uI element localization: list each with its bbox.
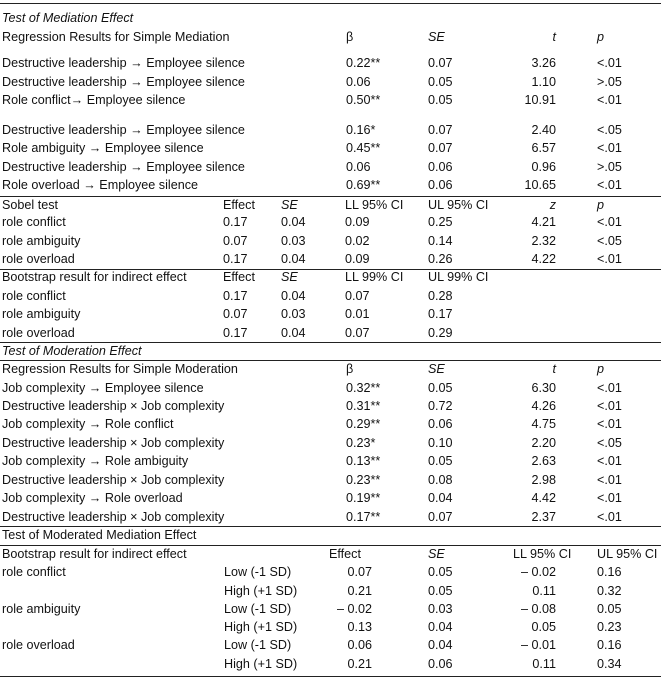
moderation-row-cell: 0.31** xyxy=(346,399,381,413)
bootstrap-row-cell: 0.07 xyxy=(345,289,370,303)
moderated-mediation-row-cell: 0.11 xyxy=(532,584,556,598)
mediation-row-cell: Destructive leadership → Employee silence xyxy=(2,160,245,174)
bootstrap-header-cell: Bootstrap result for indirect effect xyxy=(2,270,187,284)
sobel-row-cell: 4.21 xyxy=(531,215,556,229)
mediation-header xyxy=(0,28,661,46)
moderated-mediation-row-cell: 0.23 xyxy=(597,620,622,634)
sobel-header-cell: SE xyxy=(281,198,298,212)
moderated-mediation-row-cell: 0.05 xyxy=(597,602,622,616)
moderation-row-cell: Job complexity → Role conflict xyxy=(2,417,174,431)
moderated-mediation-title xyxy=(0,526,661,544)
mediation-row xyxy=(0,121,661,139)
moderated-mediation-row-cell: role conflict xyxy=(2,565,66,579)
bootstrap-row xyxy=(0,305,661,323)
moderation-row xyxy=(0,489,661,507)
mediation-header-cell: Regression Results for Simple Mediation xyxy=(2,30,230,44)
rule-line xyxy=(0,3,661,4)
moderation-row xyxy=(0,452,661,470)
mediation-row-cell: 0.06 xyxy=(346,160,371,174)
mediation-row-cell: Role ambiguity → Employee silence xyxy=(2,141,204,155)
mediation-row-cell: Destructive leadership → Employee silence xyxy=(2,75,245,89)
mediation-row-cell: Role overload → Employee silence xyxy=(2,178,199,192)
moderation-row-cell: 0.32** xyxy=(346,381,381,395)
moderated-mediation-title-text: Test of Moderated Mediation Effect xyxy=(2,528,197,542)
moderation-header-cell: Regression Results for Simple Moderation xyxy=(2,362,238,376)
bootstrap-row-cell: 0.28 xyxy=(428,289,453,303)
bootstrap-row-cell: 0.01 xyxy=(345,307,370,321)
mediation-row-cell: 0.05 xyxy=(428,93,453,107)
mediation-row-cell: >.05 xyxy=(597,75,622,89)
mediation-row-cell: 10.91 xyxy=(524,93,556,107)
moderation-row-cell: 0.19** xyxy=(346,491,381,505)
mediation-row-cell: 0.22** xyxy=(346,56,381,70)
moderation-row-cell: 0.23* xyxy=(346,436,376,450)
moderation-row-cell: 2.63 xyxy=(531,454,556,468)
moderation-header-cell: p xyxy=(597,362,605,376)
sobel-row-cell: role overload xyxy=(2,252,75,266)
moderated-mediation-row-cell: – 0.01 xyxy=(520,638,556,652)
rule-line xyxy=(0,676,661,677)
sobel-header-cell: Effect xyxy=(223,198,255,212)
bootstrap-header xyxy=(0,268,661,286)
mediation-row-cell: 0.45** xyxy=(346,141,381,155)
moderated-mediation-row-cell: 0.03 xyxy=(428,602,453,616)
sobel-row-cell: 4.22 xyxy=(531,252,556,266)
mediation-row-cell: 0.07 xyxy=(428,56,453,70)
mediation-row-cell: 0.05 xyxy=(428,75,453,89)
bootstrap-row-cell: role conflict xyxy=(2,289,66,303)
moderated-mediation-row-cell: 0.06 xyxy=(428,657,453,671)
moderated-mediation-row xyxy=(0,563,661,581)
moderation-row-cell: 0.06 xyxy=(428,417,453,431)
mediation-title-text: Test of Mediation Effect xyxy=(2,11,134,25)
moderation-row-cell: <.01 xyxy=(597,473,622,487)
moderation-row xyxy=(0,471,661,489)
moderation-title-text: Test of Moderation Effect xyxy=(2,344,142,358)
mediation-header-cell: t xyxy=(552,30,556,44)
moderated-mediation-row-cell: 0.11 xyxy=(532,657,556,671)
moderation-row-cell: 0.04 xyxy=(428,491,453,505)
bootstrap-row-cell: role overload xyxy=(2,326,75,340)
moderation-row xyxy=(0,434,661,452)
moderated-mediation-row xyxy=(0,582,661,600)
mediation-row-cell: <.01 xyxy=(597,178,622,192)
moderated-mediation-row xyxy=(0,655,661,673)
moderation-row-cell: 0.07 xyxy=(428,510,453,524)
moderated-mediation-header-cell: UL 95% CI xyxy=(597,547,658,561)
mediation-row-cell: 0.07 xyxy=(428,123,453,137)
moderated-mediation-row-cell: 0.04 xyxy=(428,638,453,652)
moderation-row-cell: Destructive leadership × Job complexity xyxy=(2,436,225,450)
moderation-row-cell: 2.37 xyxy=(531,510,556,524)
mediation-row-cell: 0.06 xyxy=(346,75,371,89)
sobel-row-cell: 0.04 xyxy=(281,252,306,266)
mediation-row-cell: <.01 xyxy=(597,141,622,155)
bootstrap-row-cell: 0.07 xyxy=(223,307,248,321)
mediation-header-cell: β xyxy=(346,30,354,44)
sobel-header-cell: Sobel test xyxy=(2,198,59,212)
moderation-row-cell: <.01 xyxy=(597,510,622,524)
moderated-mediation-row-cell: 0.04 xyxy=(428,620,453,634)
moderated-mediation-header-cell: SE xyxy=(428,547,445,561)
moderation-title xyxy=(0,342,661,360)
moderated-mediation-row-cell: 0.13 xyxy=(347,620,372,634)
bootstrap-row xyxy=(0,287,661,305)
bootstrap-row-cell: role ambiguity xyxy=(2,307,81,321)
sobel-header-cell: UL 95% CI xyxy=(428,198,489,212)
mediation-row-cell: <.01 xyxy=(597,56,622,70)
bootstrap-row-cell: 0.07 xyxy=(345,326,370,340)
moderation-row-cell: 4.42 xyxy=(531,491,556,505)
sobel-row-cell: 2.32 xyxy=(531,234,556,248)
moderated-mediation-row-cell: High (+1 SD) xyxy=(224,620,298,634)
moderation-row-cell: 2.98 xyxy=(531,473,556,487)
sobel-row-cell: <.05 xyxy=(597,234,622,248)
moderated-mediation-row-cell: High (+1 SD) xyxy=(224,584,298,598)
mediation-row xyxy=(0,73,661,91)
sobel-row-cell: 0.09 xyxy=(345,252,370,266)
sobel-row xyxy=(0,213,661,231)
moderation-header-cell: t xyxy=(552,362,556,376)
mediation-row-cell: <.01 xyxy=(597,93,622,107)
sobel-row-cell: 0.25 xyxy=(428,215,453,229)
mediation-row xyxy=(0,91,661,109)
bootstrap-row-cell: 0.29 xyxy=(428,326,453,340)
mediation-row-cell: <.05 xyxy=(597,123,622,137)
sobel-row xyxy=(0,250,661,268)
mediation-row-cell: 1.10 xyxy=(531,75,556,89)
moderation-row-cell: <.01 xyxy=(597,381,622,395)
moderation-row-cell: 0.23** xyxy=(346,473,381,487)
moderated-mediation-row-cell: role ambiguity xyxy=(2,602,81,616)
moderation-row-cell: Destructive leadership × Job complexity xyxy=(2,399,225,413)
bootstrap-row-cell: 0.04 xyxy=(281,326,306,340)
moderation-row-cell: Job complexity → Employee silence xyxy=(2,381,204,395)
sobel-row-cell: role ambiguity xyxy=(2,234,81,248)
moderation-row xyxy=(0,397,661,415)
sobel-header-cell: p xyxy=(597,198,605,212)
mediation-row-cell: 0.16* xyxy=(346,123,376,137)
sobel-row-cell: role conflict xyxy=(2,215,66,229)
mediation-title xyxy=(0,9,661,27)
moderation-row-cell: <.01 xyxy=(597,454,622,468)
mediation-row-cell: 0.07 xyxy=(428,141,453,155)
moderation-row-cell: Destructive leadership × Job complexity xyxy=(2,510,225,524)
moderated-mediation-row-cell: 0.05 xyxy=(428,584,453,598)
bootstrap-row-cell: 0.03 xyxy=(281,307,306,321)
bootstrap-row-cell: 0.04 xyxy=(281,289,306,303)
moderated-mediation-row-cell: 0.34 xyxy=(597,657,622,671)
sobel-row-cell: 0.26 xyxy=(428,252,453,266)
moderation-header-cell: β xyxy=(346,362,354,376)
moderation-row-cell: Job complexity → Role ambiguity xyxy=(2,454,189,468)
sobel-row-cell: <.01 xyxy=(597,215,622,229)
bootstrap-header-cell: Effect xyxy=(223,270,255,284)
bootstrap-row-cell: 0.17 xyxy=(428,307,453,321)
moderation-row xyxy=(0,379,661,397)
sobel-row-cell: 0.14 xyxy=(428,234,453,248)
moderated-mediation-row-cell: 0.32 xyxy=(597,584,622,598)
moderated-mediation-row-cell: 0.07 xyxy=(347,565,372,579)
sobel-row-cell: 0.17 xyxy=(223,252,248,266)
sobel-row-cell: 0.03 xyxy=(281,234,306,248)
moderation-row-cell: 0.05 xyxy=(428,454,453,468)
moderation-row-cell: 0.05 xyxy=(428,381,453,395)
moderation-row-cell: 0.08 xyxy=(428,473,453,487)
mediation-header-cell: p xyxy=(597,30,605,44)
moderated-mediation-row-cell: Low (-1 SD) xyxy=(224,638,292,652)
mediation-row xyxy=(0,176,661,194)
moderation-row-cell: <.01 xyxy=(597,417,622,431)
moderation-row-cell: 0.17** xyxy=(346,510,381,524)
bootstrap-row-cell: 0.17 xyxy=(223,326,248,340)
moderation-row-cell: <.01 xyxy=(597,491,622,505)
moderation-row-cell: <.05 xyxy=(597,436,622,450)
moderated-mediation-row xyxy=(0,618,661,636)
moderation-row-cell: 6.30 xyxy=(531,381,556,395)
sobel-row-cell: 0.09 xyxy=(345,215,370,229)
moderated-mediation-row-cell: 0.16 xyxy=(597,565,622,579)
mediation-header-cell: SE xyxy=(428,30,445,44)
moderated-mediation-row-cell: High (+1 SD) xyxy=(224,657,298,671)
moderated-mediation-header-cell: LL 95% CI xyxy=(513,547,572,561)
mediation-row-cell: 10.65 xyxy=(524,178,556,192)
mediation-row-cell: 2.40 xyxy=(531,123,556,137)
mediation-row-cell: 0.69** xyxy=(346,178,381,192)
moderated-mediation-row xyxy=(0,600,661,618)
moderated-mediation-row-cell: Low (-1 SD) xyxy=(224,565,292,579)
moderation-header xyxy=(0,360,661,378)
sobel-row xyxy=(0,232,661,250)
moderation-row-cell: Job complexity → Role overload xyxy=(2,491,183,505)
bootstrap-row xyxy=(0,324,661,342)
mediation-row-cell: Destructive leadership → Employee silence xyxy=(2,123,245,137)
moderated-mediation-row-cell: – 0.02 xyxy=(336,602,372,616)
mediation-row-cell: >.05 xyxy=(597,160,622,174)
mediation-row xyxy=(0,54,661,72)
mediation-row-cell: 3.26 xyxy=(531,56,556,70)
sobel-header xyxy=(0,196,661,214)
sobel-row-cell: <.01 xyxy=(597,252,622,266)
sobel-row-cell: 0.04 xyxy=(281,215,306,229)
mediation-row-cell: 0.96 xyxy=(531,160,556,174)
moderated-mediation-header-cell: Bootstrap result for indirect effect xyxy=(2,547,187,561)
bootstrap-header-cell: LL 99% CI xyxy=(345,270,404,284)
bootstrap-header-cell: UL 99% CI xyxy=(428,270,489,284)
moderation-row-cell: Destructive leadership × Job complexity xyxy=(2,473,225,487)
mediation-row-cell: 6.57 xyxy=(531,141,556,155)
moderated-mediation-row xyxy=(0,636,661,654)
mediation-row-cell: 0.06 xyxy=(428,178,453,192)
bootstrap-row-cell: 0.17 xyxy=(223,289,248,303)
moderated-mediation-row-cell: 0.06 xyxy=(347,638,372,652)
moderated-mediation-row-cell: 0.05 xyxy=(531,620,556,634)
mediation-row xyxy=(0,158,661,176)
moderation-row-cell: 4.26 xyxy=(531,399,556,413)
mediation-row-cell: Role conflict→ Employee silence xyxy=(2,93,186,107)
mediation-row-cell: Destructive leadership → Employee silence xyxy=(2,56,245,70)
sobel-header-cell: LL 95% CI xyxy=(345,198,404,212)
moderated-mediation-row-cell: – 0.02 xyxy=(520,565,556,579)
moderated-mediation-header xyxy=(0,545,661,563)
moderated-mediation-row-cell: 0.21 xyxy=(347,657,372,671)
moderated-mediation-row-cell: Low (-1 SD) xyxy=(224,602,292,616)
moderation-row xyxy=(0,415,661,433)
moderated-mediation-header-cell: Effect xyxy=(329,547,361,561)
moderated-mediation-row-cell: 0.21 xyxy=(347,584,372,598)
moderated-mediation-row-cell: role overload xyxy=(2,638,75,652)
sobel-header-cell: z xyxy=(549,198,556,212)
sobel-row-cell: 0.07 xyxy=(223,234,248,248)
moderated-mediation-row-cell: 0.16 xyxy=(597,638,622,652)
moderation-row-cell: 4.75 xyxy=(531,417,556,431)
moderation-row-cell: 0.10 xyxy=(428,436,453,450)
moderation-row-cell: 0.72 xyxy=(428,399,453,413)
bootstrap-header-cell: SE xyxy=(281,270,298,284)
sobel-row-cell: 0.17 xyxy=(223,215,248,229)
moderated-mediation-row-cell: 0.05 xyxy=(428,565,453,579)
sobel-row-cell: 0.02 xyxy=(345,234,370,248)
mediation-row-cell: 0.06 xyxy=(428,160,453,174)
moderation-row xyxy=(0,508,661,526)
moderated-mediation-row-cell: – 0.08 xyxy=(520,602,556,616)
moderation-header-cell: SE xyxy=(428,362,445,376)
mediation-row xyxy=(0,139,661,157)
moderation-row-cell: 2.20 xyxy=(531,436,556,450)
mediation-row-cell: 0.50** xyxy=(346,93,381,107)
moderation-row-cell: 0.29** xyxy=(346,417,381,431)
moderation-row-cell: 0.13** xyxy=(346,454,381,468)
moderation-row-cell: <.01 xyxy=(597,399,622,413)
